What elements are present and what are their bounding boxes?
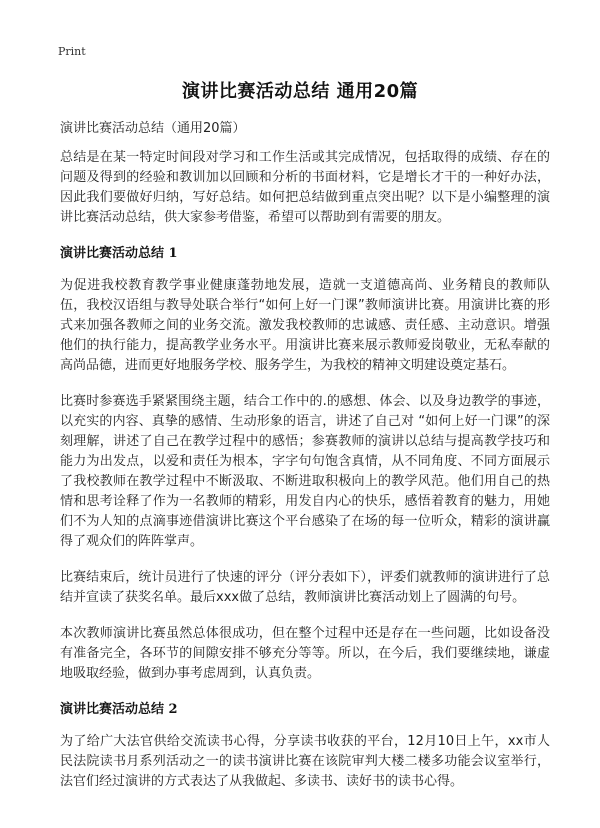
section-2-paragraph-1: 为了给广大法官供给交流读书心得，分享读书收获的平台，12月10日上午，xx市人民法院读书月系列活动之一的读书演讲比赛在该院审判大楼二楼多功能会议室举行，法官们经过演讲的方式表达了从我做起、多读书、读好书的读书心得。 bbox=[60, 734, 550, 789]
section-1-paragraph-2: 比赛时参赛选手紧紧围绕主题，结合工作中的.的感想、体会、以及身边教学的事迹，以充实的内容、真挚的感情、生动形象的语言，讲述了自己对 “如何上好一门课”的深刻理解，讲述了自己在教学过程中的感悟；参赛教师的演讲以总结与提高教学技巧和能力为出发点，以爱和责任为根本，字字句句饱含真情，从不同角度、不同方面展示了我校教师在教学过程中不断汲取、不断进取积极向上的教学风范。他们用自己的热情和思考诠释了作为一名教师的精彩，用发自内心的快乐，感悟着教育的魅力，用她们不为人知的点滴事迹借演讲比赛这个平台感染了在场的每一位听众，精彩的演讲赢得了观众们的阵阵掌声。 bbox=[60, 394, 550, 549]
document-body bbox=[60, 119, 550, 808]
section-1-paragraph-1: 为促进我校教育教学事业健康蓬勃地发展，造就一支道德高尚、业务精良的教师队伍，我校汉语组与教导处联合举行“如何上好一门课”教师演讲比赛。用演讲比赛的形式来加强各教师之间的业务交流。激发我校教师的忠诚感、责任感、主动意识。增强他们的执行能力，提高教学业务水平。用演讲比赛来展示教师爱岗敬业，无私奉献的高尚品德，进而更好地服务学校、服务学生，为我校的精神文明建设奠定基石。 bbox=[60, 278, 550, 373]
page-title: 演讲比赛活动总结 通用20篇 bbox=[181, 81, 419, 102]
document-subtitle: 演讲比赛活动总结（通用20篇） bbox=[60, 121, 246, 136]
section-1-paragraph-4: 本次教师演讲比赛虽然总体很成功，但在整个过程中还是存在一些问题，比如设备没有准备完全，各环节的间隙安排不够充分等等。所以，在今后，我们要继续地，谦虚地吸取经验，做到办事考虑周到，认真负责。 bbox=[60, 626, 550, 681]
section-heading-1: 演讲比赛活动总结 1 bbox=[60, 246, 178, 261]
section-heading-2: 演讲比赛活动总结 2 bbox=[60, 702, 178, 717]
intro-paragraph: 总结是在某一特定时间段对学习和工作生活或其完成情况，包括取得的成绩、存在的问题及得到的经验和教训加以回顾和分析的书面材料，它是增长才干的一种好办法，因此我们要做好归纳，写好总结。如何把总结做到重点突出呢？以下是小编整理的演讲比赛活动总结，供大家参考借鉴，希望可以帮助到有需要的朋友。 bbox=[60, 150, 550, 225]
print-link[interactable]: Print bbox=[58, 45, 86, 58]
section-1-paragraph-3: 比赛结束后，统计员进行了快速的评分（评分表如下），评委们就教师的演讲进行了总结并宣读了获奖名单。最后xxx做了总结，教师演讲比赛活动划上了圆满的句号。 bbox=[60, 570, 550, 605]
